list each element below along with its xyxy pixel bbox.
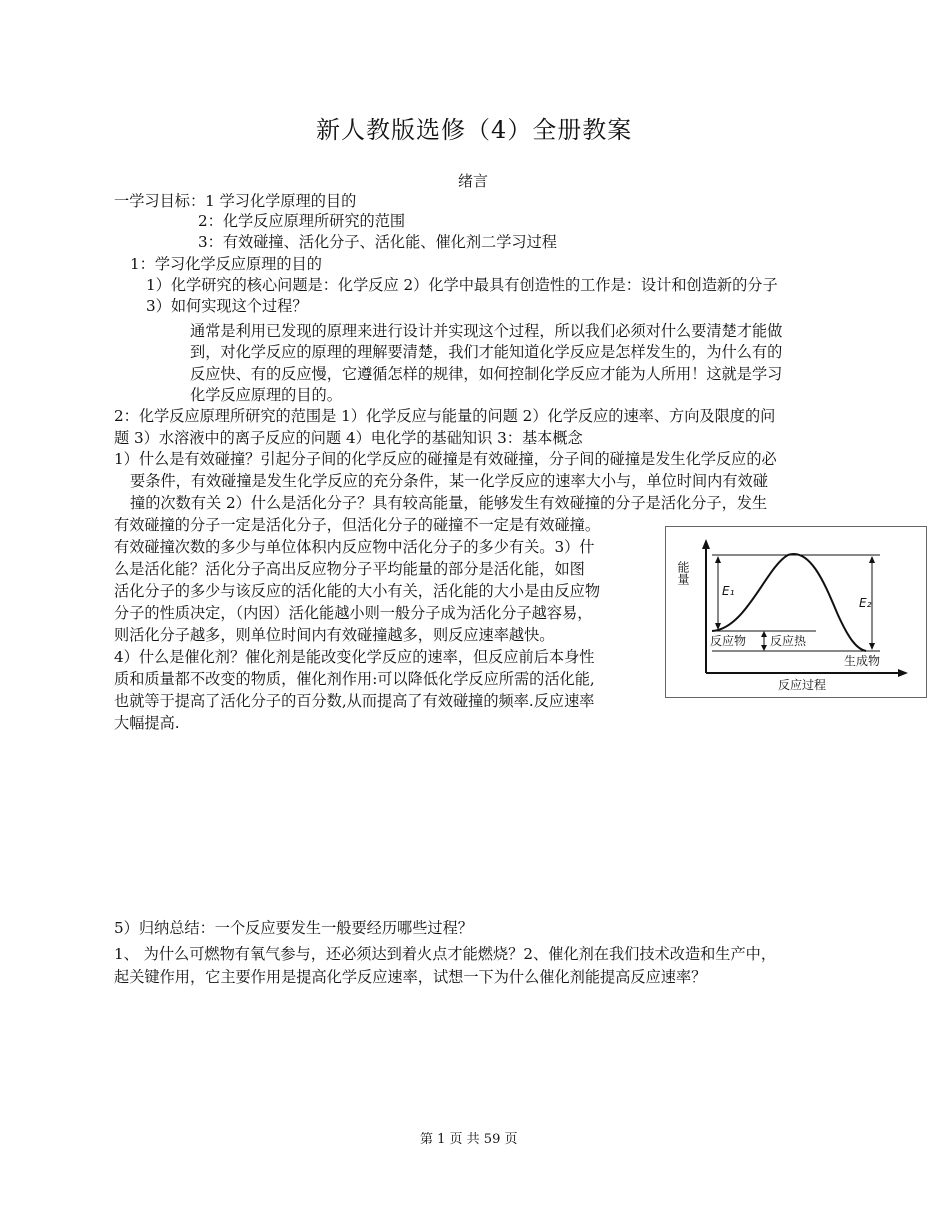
- text-line: 反应快、有的反应慢，它遵循怎样的规律，如何控制化学反应才能为人所用！这就是学习: [190, 365, 783, 383]
- product-label: 生成物: [844, 654, 881, 668]
- text-line: 1）化学研究的核心问题是：化学反应 2）化学中最具有创造性的工作是：设计和创造新的分子: [146, 276, 778, 294]
- text-line: 题 3）水溶液中的离子反应的问题 4）电化学的基础知识 3：基本概念: [114, 429, 583, 447]
- text-line: 分子的性质决定，（内因）活化能越小则一般分子成为活化分子越容易，: [114, 604, 593, 622]
- text-line: 通常是利用已发现的原理来进行设计并实现这个过程，所以我们必须对什么要清楚才能做: [190, 322, 783, 340]
- text-line: 1：学习化学反应原理的目的: [130, 255, 322, 273]
- heat-arrow-bottom: [761, 645, 767, 651]
- text-line: 3）如何实现这个过程？: [146, 297, 308, 315]
- text-line: 化学反应原理的目的。: [190, 386, 342, 404]
- text-line: 2：化学反应原理所研究的范围是 1）化学反应与能量的问题 2）化学反应的速率、方向及限度的问: [114, 407, 776, 425]
- text-line: 么是活化能？活化分子高出反应物分子平均能量的部分是活化能，如图: [114, 560, 585, 578]
- x-axis-label: 反应过程: [778, 678, 827, 692]
- heat-label: 反应热: [770, 634, 807, 648]
- e1-arrow-top: [715, 556, 721, 563]
- text-line: 有效碰撞次数的多少与单位体积内反应物中活化分子的多少有关。3）什: [114, 538, 595, 556]
- text-line: 到，对化学反应的原理的理解要清楚，我们才能知道化学反应是怎样发生的，为什么有的: [190, 343, 783, 361]
- text-line: 大幅提高.: [114, 714, 180, 732]
- page-title: 新人教版选修（4）全册教案: [316, 116, 633, 144]
- e1-label: E₁: [722, 584, 735, 598]
- text-line: 1、 为什么可燃物有氧气参与，还必须达到着火点才能燃烧？2、催化剂在我们技术改造和生产中，: [114, 945, 777, 963]
- text-line: 也就等于提高了活化分子的百分数,从而提高了有效碰撞的频率.反应速率: [114, 692, 595, 710]
- reactant-label: 反应物: [710, 634, 747, 648]
- text-line: 一学习目标：1 学习化学原理的目的: [114, 192, 357, 210]
- x-axis-arrow: [898, 669, 908, 677]
- text-line: 质和质量都不改变的物质，催化剂作用:可以降低化学反应所需的活化能,: [114, 670, 595, 688]
- text-line: 撞的次数有关 2）什么是活化分子？具有较高能量，能够发生有效碰撞的分子是活化分子，发生: [130, 494, 768, 512]
- e2-arrow-bottom: [869, 643, 875, 650]
- text-line: 起关键作用，它主要作用是提高化学反应速率，试想一下为什么催化剂能提高反应速率？: [114, 968, 707, 986]
- page-footer: 第 1 页 共 59 页: [420, 1132, 518, 1147]
- y-axis-arrow: [702, 539, 710, 549]
- text-line: 5）归纳总结：一个反应要发生一般要经历哪些过程？: [114, 919, 473, 937]
- text-line: 有效碰撞的分子一定是活化分子，但活化分子的碰撞不一定是有效碰撞。: [114, 516, 600, 534]
- heat-arrow-top: [761, 631, 767, 637]
- text-line: 4）什么是催化剂？催化剂是能改变化学反应的速率，但反应前后本身性: [114, 648, 595, 666]
- text-line: 1）什么是有效碰撞？引起分子间的化学反应的碰撞是有效碰撞，分子间的碰撞是发生化学反应的必: [114, 450, 777, 468]
- e2-label: E₂: [859, 596, 872, 610]
- text-line: 2：化学反应原理所研究的范围: [198, 212, 406, 230]
- energy-diagram: [665, 526, 927, 698]
- y-axis-label: 能量: [676, 561, 690, 585]
- text-line: 3：有效碰撞、活化分子、活化能、催化剂二学习过程: [198, 233, 557, 251]
- text-line: 则活化分子越多，则单位时间内有效碰撞越多，则反应速率越快。: [114, 626, 555, 644]
- section-heading: 绪言: [458, 172, 489, 190]
- text-line: 活化分子的多少与该反应的活化能的大小有关，活化能的大小是由反应物: [114, 582, 600, 600]
- text-line: 要条件，有效碰撞是发生化学反应的充分条件，某一化学反应的速率大小与，单位时间内有效碰: [130, 472, 768, 490]
- e2-arrow-top: [869, 556, 875, 563]
